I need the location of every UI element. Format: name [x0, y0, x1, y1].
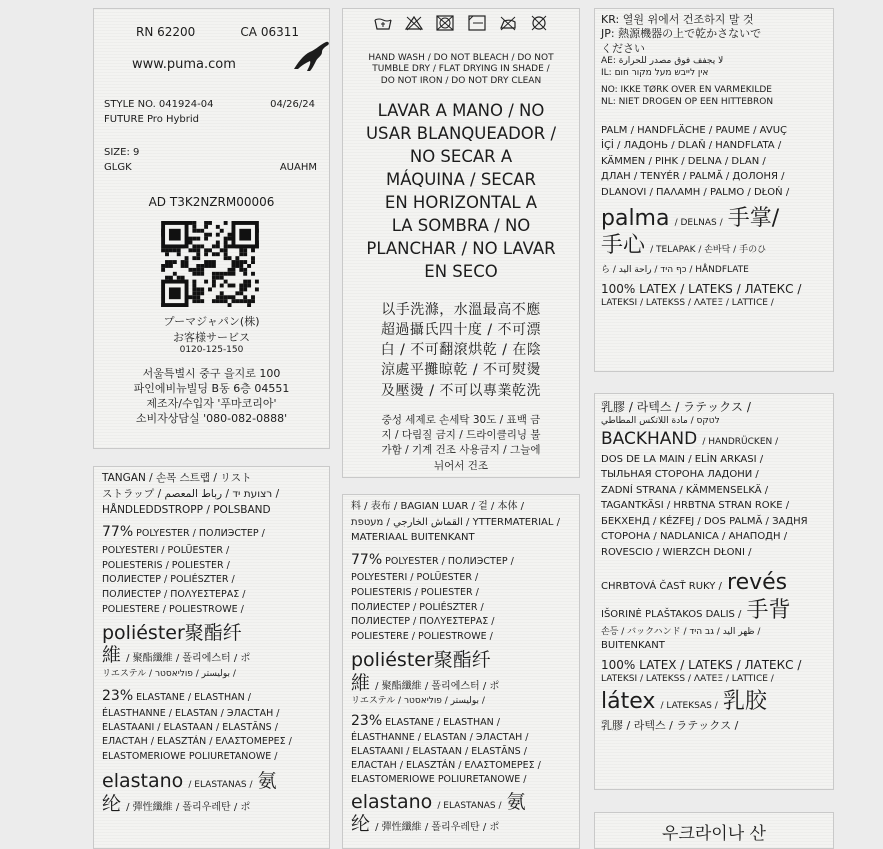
care-line-es: PLANCHAR / NO LAVAR — [366, 239, 556, 259]
kr-line: 파인에비뉴빌딩 B동 6층 04551 — [133, 381, 290, 395]
palma-row — [601, 206, 833, 231]
label-tag-palm — [594, 8, 834, 372]
flat-dry-shade-icon — [467, 15, 487, 31]
palm-translations — [601, 123, 833, 201]
elast-line: ЕЛАСТАН / ELASZTÁN / ΕΛΑΣΤΟΜΕΡΕΣ / — [102, 736, 292, 748]
latex-heading: 乳膠 / 라텍스 / ラテックス / — [601, 400, 751, 414]
poliester-row — [102, 622, 329, 645]
palm-line: DLANOVI / ΠΑΛΑΜΗ / PALMO / DŁOŃ / — [601, 186, 790, 198]
no-iron-icon — [498, 15, 518, 31]
warning-line: NO: IKKE TØRK OVER EN VARMEKILDE — [601, 85, 772, 96]
care-icons-row — [343, 15, 579, 41]
ri-line: リエステル / بوليستر / פוליאסטר / — [351, 696, 485, 707]
care-line-es: EN SECO — [424, 262, 498, 282]
wei-text: 維 — [351, 671, 371, 694]
care-spanish-block — [343, 99, 579, 284]
no-tumble-dry-icon — [435, 15, 455, 31]
elastano-text: elastano — [102, 769, 184, 792]
palm-line: İÇİ / ЛАДОНЬ / DLAŇ / HANDFLATA / — [601, 140, 782, 152]
backhand-line: ТЫЛЬНАЯ СТОРОНА ЛАДОНИ / — [601, 469, 759, 481]
poliester-row — [351, 649, 579, 672]
jp-company: プーマジャパン(株) — [163, 315, 260, 328]
isorine-text: IŠORINĖ PLAŠTAKOS DALIS / — [601, 609, 742, 621]
elastane-block — [102, 686, 329, 764]
shou-xin-row — [601, 233, 833, 258]
shou-zhang-text: 手掌/ — [727, 206, 780, 232]
wei-row — [351, 672, 579, 695]
care-line-zh: 及壓燙 / 不可以專業乾洗 — [380, 382, 542, 399]
style-number: STYLE NO. 041924-04 — [104, 99, 214, 110]
latex-heading-2: לטקס / مادة اللاتكس المطاطي — [601, 416, 720, 427]
shou-bei-row — [601, 598, 833, 624]
polyester-block — [102, 522, 329, 617]
care-line-zh: 以手洗滌，水溫最高不應 — [381, 301, 541, 318]
strap-line: ストラップ / רצועת יד / رباط المعصم / — [102, 487, 280, 500]
outer-line: MATERIAAL BUITENKANT — [351, 532, 475, 543]
care-line-en: HAND WASH / DO NOT BLEACH / DO NOT — [368, 53, 554, 63]
backhand-line: TAGANTKÄSI / HRBTNA STRAN ROKE / — [601, 500, 790, 512]
code-row — [104, 162, 317, 173]
warning-line: AE: لا يجفف فوق مصدر للحرارة — [601, 55, 724, 66]
elastano-row — [351, 791, 579, 814]
hand-wash-icon — [373, 15, 393, 31]
lun-row — [102, 793, 329, 816]
strap-line: HÅNDLEDDSTROPP / POLSBAND — [102, 503, 271, 516]
label-tag-outer-material — [342, 494, 580, 849]
label-tag-origin — [594, 812, 834, 849]
care-korean-block — [343, 413, 579, 474]
elast-line: ELASTOMERIOWE POLIURETANOWE / — [102, 750, 278, 762]
elastano-text: elastano — [351, 790, 433, 813]
origin-text: 우크라이나 산 — [662, 824, 766, 844]
line-kr: 손등 / バックハンド / ظهر اليد / גב היד / — [601, 626, 761, 637]
lun-rest-text: / 彈性纖維 / 폴리우레탄 / ポ — [126, 801, 251, 813]
care-line-kr: 가함 / 기계 건조 사용금지 / 그늘에 — [381, 444, 541, 457]
warning-line: KR: 열원 위에서 건조하지 말 것 — [601, 13, 754, 26]
polyester-block-2 — [351, 550, 579, 645]
code-left: GLGK — [104, 162, 132, 173]
elast-line: ÉLASTHANNE / ELASTAN / ЭЛАСТАН / — [351, 732, 529, 744]
outer-line: 料 / 表布 / BAGIAN LUAR / 겉 / 本体 / — [351, 501, 525, 512]
label-tag-backhand — [594, 393, 834, 790]
label-tag-brand — [93, 8, 330, 449]
care-line-es: USAR BLANQUEADOR / — [365, 123, 557, 143]
shou-xin-text: 手心 — [601, 233, 646, 259]
label-tag-wrist-strap — [93, 466, 330, 849]
poly-line: ПОЛИЕСТЕР / ΠΟΛΥΕΣΤΕΡΑΣ / — [351, 616, 495, 628]
care-chinese-block — [343, 300, 579, 401]
poly-line: ПОЛИЕСТЕР / POLIÉSZTER / — [351, 601, 484, 613]
latex-big-row — [601, 689, 833, 715]
poly-line: POLIESTERE / POLIESTROWE / — [351, 631, 493, 643]
poly-line: POLYESTER / ПОЛИЭСТЕР / — [136, 528, 265, 540]
elastanas-text: / ELASTANAS / — [188, 779, 253, 790]
latex-line-2: LATEKSI / LATEKSS / ΛΑΤΕΞ / LATTICE / — [601, 297, 774, 308]
backhand-line: ROVESCIO / WIERZCH DŁONI / — [601, 546, 752, 558]
poly-line: ПОЛИЕСТЕР / POLIÉSZTER / — [102, 574, 235, 586]
lun-text: 纶 — [351, 813, 371, 836]
strap-heading-block — [102, 471, 329, 518]
elast-line: ELASTANE / ELASTHAN / — [385, 717, 500, 729]
elast-line: ЕЛАСТАН / ELASZTÁN / ΕΛΑΣΤΟΜΕΡΕΣ / — [351, 760, 541, 771]
website-row — [132, 53, 329, 79]
kr-line: 서울특별시 중구 을지로 100 — [142, 367, 281, 380]
rn-ca-row — [136, 25, 299, 39]
shou-bei-text: 手背 — [746, 598, 791, 624]
poly-zh-text: 聚酯纤 — [184, 621, 242, 644]
poly-line: POLIESTERE / POLIESTROWE / — [102, 603, 244, 615]
strap-line: TANGAN / 손목 스트랩 / リスト — [102, 472, 252, 484]
elastane-block-2 — [351, 711, 579, 786]
rn-number: RN 62200 — [136, 25, 196, 39]
puma-logo-icon — [292, 39, 330, 73]
backhand-line: БЕКХЕНД / KÉZFEJ / DOS PALMĂ / ЗАДНЯ — [601, 515, 808, 527]
kr-line: 제조자/수입자 '푸마코리아' — [146, 396, 277, 410]
ad-code: AD T3K2NZRM00006 — [148, 195, 275, 209]
palm-line: KÄMMEN / PIHK / DELNA / DLAN / — [601, 155, 766, 167]
handflate-line: ら / כף היד / راحة اليد / HÅNDFLATE — [601, 264, 749, 275]
polyester-percent: 77% — [351, 551, 383, 568]
latex-line: 100% LATEX / LATEKS / ЛАТЕКС / — [601, 281, 802, 296]
warning-line: JP: 熱源機器の上で乾かさないで — [601, 27, 762, 41]
label-tag-care — [342, 8, 580, 478]
an-text: 氨 — [506, 790, 526, 813]
elast-line: ELASTAANI / ELASTAAN / ELASTĀNS / — [102, 722, 278, 734]
qr-code-icon — [160, 221, 260, 307]
line-end: 乳膠 / 라텍스 / ラテックス / — [601, 719, 739, 733]
kr-line: 소비자상담실 '080-082-0888' — [135, 411, 288, 425]
care-english-block — [343, 53, 579, 87]
wei-row — [102, 644, 329, 667]
poly-zh-text: 聚酯纤 — [433, 648, 491, 671]
polyester-percent: 77% — [102, 524, 134, 541]
poliester-text: poliéster — [351, 648, 434, 671]
elastano-row — [102, 770, 329, 793]
care-line-zh: 白 / 不可翻滾烘乾 / 在陰 — [380, 342, 542, 359]
jp-service: お客様サービス — [173, 331, 250, 344]
warning-line: NL: NIET DROGEN OP EEN HITTEBRON — [601, 96, 774, 107]
elastane-percent: 23% — [351, 713, 383, 730]
no-bleach-icon — [404, 15, 424, 31]
backhand-line: DOS DE LA MAIN / ELİN ARKASI / — [601, 453, 764, 465]
size-text: SIZE: 9 — [104, 147, 140, 158]
poly-line: POLIESTERIS / POLIESTER / — [102, 559, 230, 571]
poly-line: POLIESTERIS / POLIESTER / — [351, 586, 479, 598]
delnas-text: / DELNAS / — [674, 218, 723, 229]
jp-phone: 0120-125-150 — [179, 345, 244, 355]
code-right: AUAHM — [279, 162, 317, 173]
palm-line: ДЛАН / TENYÉR / PALMĂ / ДОЛОНЯ / — [601, 171, 785, 183]
reves-text: revés — [727, 570, 788, 596]
telapak-text: / TELAPAK / 손바닥 / 手のひ — [650, 245, 767, 256]
website-text: www.puma.com — [132, 57, 236, 72]
kr-address-block — [94, 367, 329, 426]
care-line-kr: 뉘어서 건조 — [433, 459, 489, 472]
wei-text: 維 — [102, 644, 122, 667]
poliester-text: poliéster — [102, 621, 185, 644]
wei-rest-text: / 聚酯纖維 / 폴리에스터 / ポ — [126, 653, 251, 665]
palma-text: palma — [601, 206, 670, 232]
tag-date: 04/26/24 — [270, 99, 315, 110]
ru-jiao-text: 乳胶 — [722, 688, 767, 714]
warning-line: ください — [601, 41, 645, 55]
reves-row — [601, 570, 833, 596]
elast-line: ELASTOMERIOWE POLIURETANOWE / — [351, 773, 527, 785]
ca-number: CA 06311 — [240, 25, 299, 39]
backhand-text: BACKHAND — [601, 429, 698, 450]
latex-line: 100% LATEX / LATEKS / ЛАТЕКС / — [601, 657, 802, 672]
poly-line: ПОЛИЕСТЕР / ΠΟΛΥΕΣΤΕΡΑΣ / — [102, 589, 246, 601]
care-line-zh: 超過攝氏四十度 / 不可漂 — [380, 321, 542, 338]
elast-line: ELASTAANI / ELASTAAN / ELASTĀNS / — [351, 746, 527, 758]
lun-text: 纶 — [102, 792, 122, 815]
ri-line: リエステル / بوليستر / פוליאסטר / — [102, 669, 236, 680]
elast-line: ÉLASTHANNE / ELASTAN / ЭЛАСТАН / — [102, 707, 280, 719]
lun-row — [351, 813, 579, 836]
outer-heading-block — [351, 499, 579, 546]
care-line-es: LA SOMBRA / NO — [391, 216, 531, 236]
warning-line: IL: אין לייבש מעל מקור חום — [601, 67, 709, 78]
elastane-percent: 23% — [102, 687, 134, 704]
care-line-es: NO SECAR A — [409, 146, 513, 166]
poly-line: POLYESTERI / POLÜESTER / — [102, 544, 230, 556]
poly-line: POLYESTERI / POLÜESTER / — [351, 572, 479, 584]
backhand-line: ZADNÍ STRANA / KÄMMENSELKÄ / — [601, 484, 769, 496]
chrbtova-text: CHRBTOVÁ ČASŤ RUKY / — [601, 581, 722, 593]
outer-line: القماش الخارجي / מעטפת / YTTERMATERIAL / — [351, 516, 560, 528]
care-line-kr: 지 / 다림질 금지 / 드라이클리닝 불 — [381, 429, 541, 442]
poly-line: POLYESTER / ПОЛИЭСТЕР / — [385, 555, 514, 567]
style-row — [104, 99, 315, 110]
model-name: FUTURE Pro Hybrid — [104, 114, 200, 125]
warning-block — [601, 13, 833, 109]
care-line-es: EN HORIZONTAL A — [384, 193, 538, 213]
care-line-es: MÁQUINA / SECAR — [385, 170, 536, 190]
latex-big-text: látex — [601, 688, 656, 714]
backhand-line: СТОРОНА / NADLANICA / АНАПОДН / — [601, 531, 788, 543]
wei-rest-text: / 聚酯纖維 / 폴리에스터 / ポ — [375, 680, 500, 692]
no-dry-clean-icon — [529, 15, 549, 31]
an-text: 氨 — [257, 769, 277, 792]
lun-rest-text: / 彈性纖維 / 폴리우레탄 / ポ — [375, 822, 500, 834]
care-line-es: LAVAR A MANO / NO — [377, 100, 545, 120]
elastanas-text: / ELASTANAS / — [437, 800, 502, 811]
latexas-text: / LATEKSAS / — [660, 700, 718, 711]
backhand-row — [601, 429, 833, 449]
care-line-zh: 涼處平攤晾乾 / 不可熨燙 — [380, 362, 542, 379]
palm-line: PALM / HANDFLÄCHE / PAUME / AVUÇ — [601, 124, 788, 136]
backhand-rest: / HANDRÜCKEN / — [702, 437, 779, 448]
latex-line-2: LATEKSI / LATEKSS / ΛΑΤΕΞ / LATTICE / — [601, 674, 774, 685]
care-line-kr: 중성 세제로 손세탁 30도 / 표백 금 — [381, 413, 541, 426]
buitenkant-text: BUITENKANT — [601, 639, 665, 651]
backhand-translations — [601, 452, 833, 561]
care-line-en: TUMBLE DRY / FLAT DRYING IN SHADE / — [372, 64, 550, 75]
care-line-en: DO NOT IRON / DO NOT DRY CLEAN — [380, 75, 542, 86]
elast-line: ELASTANE / ELASTHAN / — [136, 691, 251, 703]
